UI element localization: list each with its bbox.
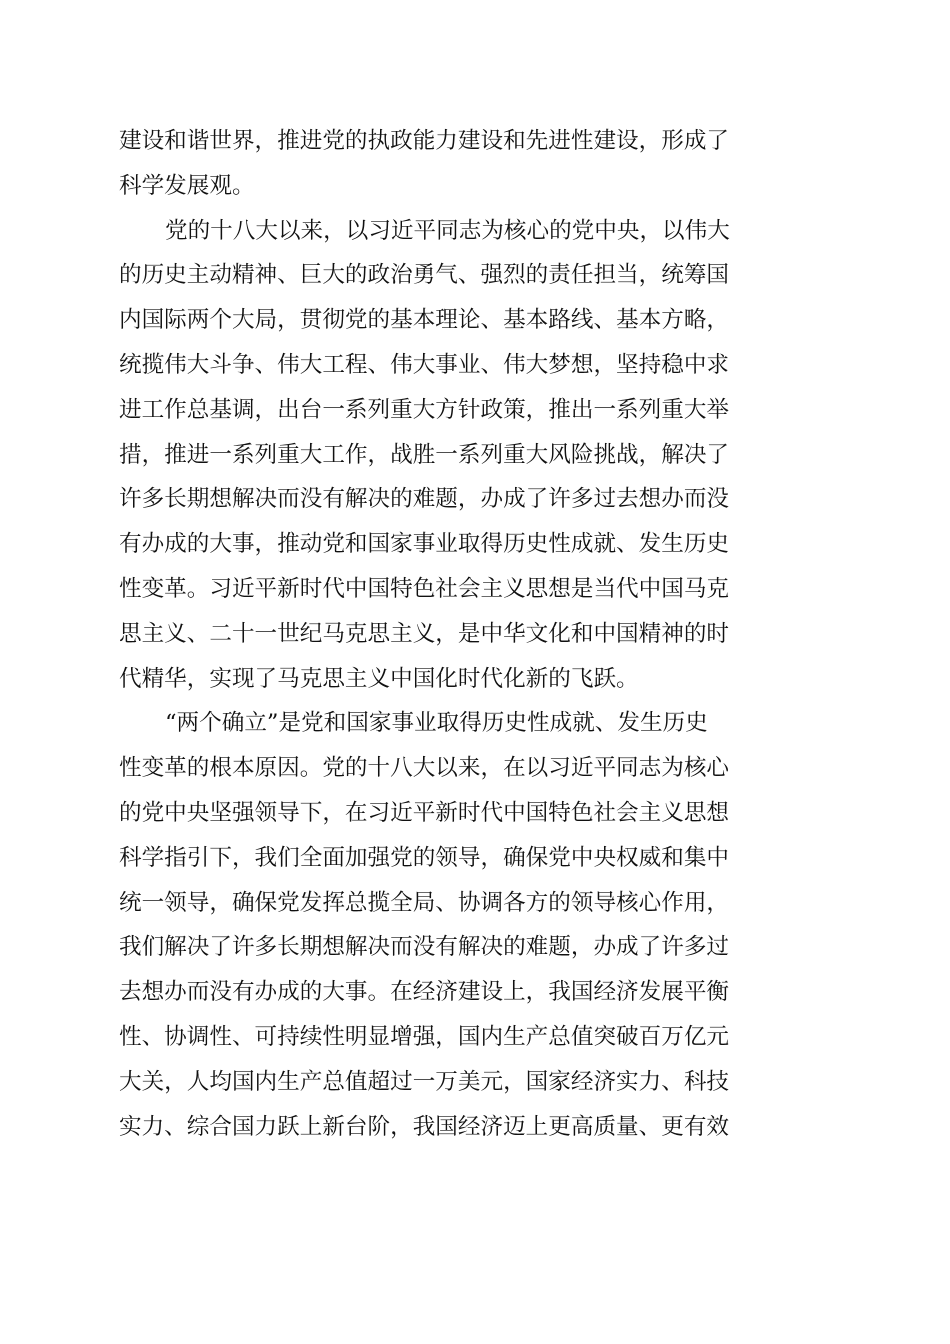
text-line: 措，推进一系列重大工作，战胜一系列重大风险挑战，解决了 xyxy=(119,441,730,468)
text-line: 有办成的大事，推动党和国家事业取得历史性成就、发生历史 xyxy=(119,531,730,558)
text-line: 大关，人均国内生产总值超过一万美元，国家经济实力、科技 xyxy=(119,1068,730,1095)
text-line: 我们解决了许多长期想解决而没有解决的难题，办成了许多过 xyxy=(119,934,730,961)
text-line: 科学发展观。 xyxy=(119,172,255,199)
text-line: 的党中央坚强领导下，在习近平新时代中国特色社会主义思想 xyxy=(119,799,730,826)
paragraph-3 xyxy=(119,701,819,1149)
text-line: 党的十八大以来，以习近平同志为核心的党中央，以伟大 xyxy=(165,217,730,244)
text-line: 去想办而没有办成的大事。在经济建设上，我国经济发展平衡 xyxy=(119,979,730,1006)
text-line: 统揽伟大斗争、伟大工程、伟大事业、伟大梦想，坚持稳中求 xyxy=(119,351,730,378)
text-line: 代精华，实现了马克思主义中国化时代化新的飞跃。 xyxy=(119,665,639,692)
paragraph-2 xyxy=(119,209,819,702)
text-line: 思主义、二十一世纪马克思主义，是中华文化和中国精神的时 xyxy=(119,620,730,647)
text-line: 建设和谐世界，推进党的执政能力建设和先进性建设，形成了 xyxy=(119,128,730,154)
text-line: 实力、综合国力跃上新台阶，我国经济迈上更高质量、更有效 xyxy=(119,1113,730,1140)
text-line: 性变革。习近平新时代中国特色社会主义思想是当代中国马克 xyxy=(119,575,730,602)
paragraph-1 xyxy=(119,119,819,209)
text-line: 性变革的根本原因。党的十八大以来，在以习近平同志为核心 xyxy=(119,755,730,782)
text-line: 科学指引下，我们全面加强党的领导，确保党中央权威和集中 xyxy=(119,844,730,871)
text-line: 的历史主动精神、巨大的政治勇气、强烈的责任担当，统筹国 xyxy=(119,262,730,289)
text-line: 进工作总基调，出台一系列重大方针政策，推出一系列重大举 xyxy=(119,396,730,423)
text-line: 性、协调性、可持续性明显增强，国内生产总值突破百万亿元 xyxy=(119,1023,730,1050)
body-text xyxy=(119,119,819,1149)
text-line: 内国际两个大局，贯彻党的基本理论、基本路线、基本方略， xyxy=(119,307,730,334)
text-line: 许多长期想解决而没有解决的难题，办成了许多过去想办而没 xyxy=(119,486,730,513)
text-line: “两个确立”是党和国家事业取得历史性成就、发生历史 xyxy=(165,710,708,737)
text-line: 统一领导，确保党发挥总揽全局、协调各方的领导核心作用， xyxy=(119,889,730,916)
